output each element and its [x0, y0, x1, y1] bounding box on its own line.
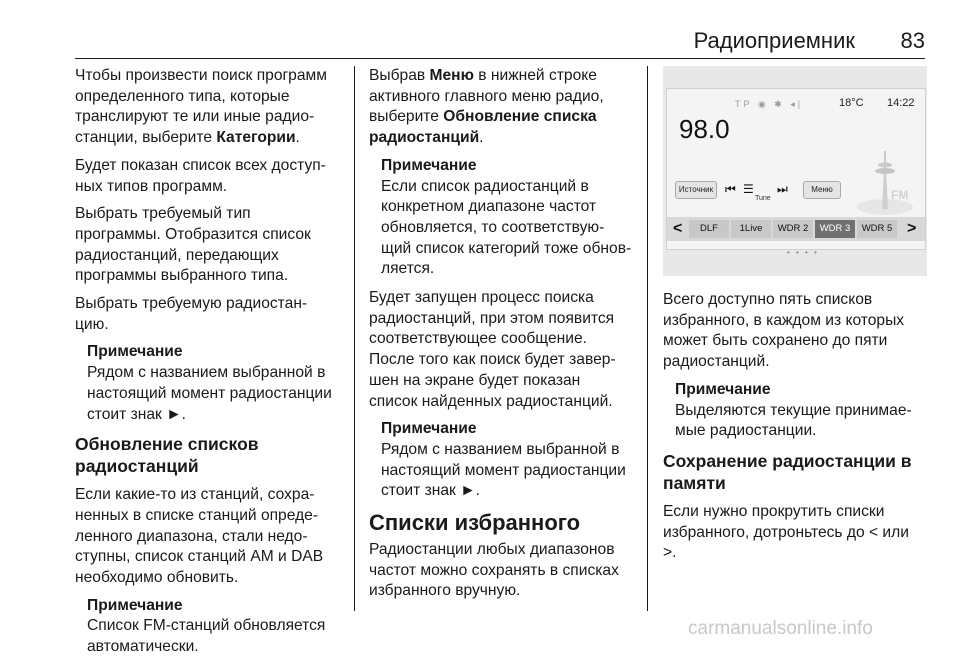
- paragraph: Выбрать требуемую радиостан- цию.: [75, 295, 308, 333]
- preset-prev-icon[interactable]: <: [673, 220, 683, 237]
- paragraph: Будет показан список всех доступ- ных типов программ.: [75, 156, 326, 195]
- preset-button[interactable]: DLF: [689, 220, 729, 238]
- frequency-display: 98.0: [679, 114, 730, 144]
- temperature-readout: 18°C: [839, 97, 864, 109]
- menu-term-menu: Меню: [429, 67, 474, 84]
- seek-back-icon[interactable]: ⏮: [725, 182, 736, 196]
- note-title: Примечание: [675, 380, 771, 398]
- svg-text:FM: FM: [891, 188, 909, 202]
- note-block: Примечание Список FM-станций обновляется автоматически.: [87, 596, 345, 658]
- column-divider-1: [354, 66, 355, 611]
- preset-next-icon[interactable]: >: [907, 220, 917, 237]
- menu-button[interactable]: Меню: [803, 181, 841, 199]
- paragraph: Если нужно прокрутить списки избранного, дотроньтесь до < или >.: [663, 502, 909, 562]
- watermark: carmanualsonline.info: [688, 618, 873, 639]
- page-number: 83: [900, 28, 925, 53]
- section-heading: Сохранение радиостанции в памяти: [663, 450, 912, 493]
- station-list-icon[interactable]: ☰: [743, 182, 754, 196]
- note-title: Примечание: [87, 596, 183, 614]
- paragraph: Если какие-то из станций, сохра- ненных в списке станций опреде- ленного диапазона, стали недо- ступны, список станций AM и DAB необходимо обновить.: [75, 486, 324, 587]
- section-heading: Обновление списков радиостанций: [75, 434, 259, 477]
- radio-screen-figure: [663, 66, 927, 276]
- note-title: Примечание: [381, 156, 477, 174]
- page-title: Радиоприемник: [693, 28, 855, 53]
- note-block: Примечание Рядом с названием выбранной в настоящий момент радиостанции стоит знак ►.: [381, 419, 634, 502]
- preset-button[interactable]: 1Live: [731, 220, 771, 238]
- note-title: Примечание: [87, 343, 183, 361]
- clock-readout: 14:22: [887, 97, 915, 109]
- note-block: Примечание Рядом с названием выбранной в настоящий момент радиостанции стоит знак ►.: [87, 342, 345, 425]
- paragraph: Будет запущен процесс поиска радиостанций, при этом появится соответствующее сообщение. После того как поиск будет завер- шен на экране будет показан список найденных радиостанций.: [369, 289, 616, 410]
- page-header: [0, 0, 960, 60]
- column-2: [369, 66, 634, 609]
- status-icons: TP ◉ ✱ ◂|: [735, 99, 804, 109]
- page-indicator-dots: • • • •: [787, 248, 819, 257]
- note-block: Примечание Если список радиостанций в конкретном диапазоне частот обновляется, то соответствую- щий список категорий тоже обнов- ляется.: [381, 156, 634, 280]
- radio-controls: [675, 181, 845, 202]
- section-heading-large: Списки избранного: [369, 510, 581, 536]
- note-block: Примечание Выделяются текущие принимае- мые радиостанции.: [675, 380, 928, 442]
- fm-tower-icon: [855, 147, 915, 217]
- paragraph: Выбрав Меню в нижней строке активного главного меню радио, выберите Обновление списка радиостанций.: [369, 67, 604, 147]
- preset-bar: [667, 217, 925, 241]
- column-divider-2: [647, 66, 648, 611]
- paragraph: Всего доступно пять списков избранного, в каждом из которых может быть сохранено до пяти радиостанций.: [663, 291, 905, 371]
- note-title: Примечание: [381, 420, 477, 438]
- paragraph: Выбрать требуемый тип программы. Отобразится список радиостанций, передающих программы выбранного типа.: [75, 205, 311, 285]
- source-button[interactable]: Источник: [675, 181, 717, 199]
- menu-term-categories: Категории: [216, 129, 296, 147]
- column-1: [75, 66, 345, 666]
- preset-button[interactable]: WDR 2: [773, 220, 813, 238]
- column-3: [663, 66, 928, 571]
- header-divider: [75, 58, 925, 59]
- tune-label: Tune: [755, 195, 771, 202]
- status-bar: [667, 89, 925, 111]
- preset-button-active[interactable]: WDR 3: [815, 220, 855, 238]
- seek-forward-icon[interactable]: ⏭: [777, 182, 788, 196]
- preset-button[interactable]: WDR 5: [857, 220, 897, 238]
- paragraph: Радиостанции любых диапазонов частот можно сохранять в списках избранного вручную.: [369, 541, 619, 600]
- menu-term-update: Обновление списка: [443, 108, 597, 126]
- paragraph: Чтобы произвести поиск программ определенного типа, которые транслируют те или иные радио- станции, выберите Категории.: [75, 67, 327, 147]
- radio-display: [666, 88, 926, 257]
